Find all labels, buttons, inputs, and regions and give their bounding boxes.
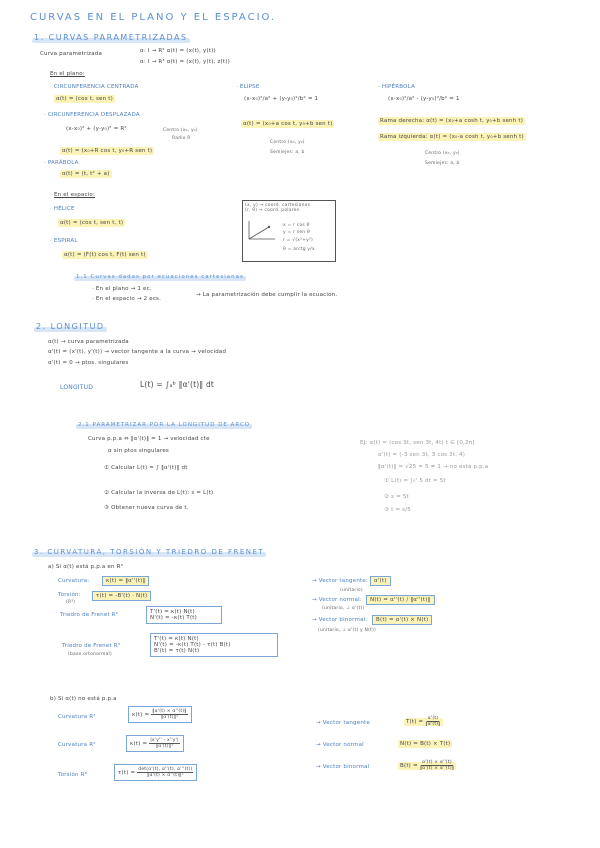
circd-title: · CIRCUNFERENCIA DESPLAZADA: [44, 112, 140, 118]
example-line-5: ② s = 5t: [384, 494, 409, 500]
ppa-sing: α sin ptos singulares: [108, 448, 169, 454]
frenet-r3-sub: (base ortonormal): [68, 652, 112, 657]
vt-label: → Vector tangente:: [312, 578, 368, 584]
ppa-step-2: ② Calcular la inversa de L(t): s = L(t): [104, 490, 214, 496]
circd-implicit: (x-x₀)² + (y-y₀)² = R²: [66, 126, 127, 132]
btors-label: Torsión R³: [58, 772, 88, 778]
elipse-eq: α(t) = (x₀+a cos t, y₀+b sen t): [243, 121, 333, 127]
example-line-1: EJ: α(t) = (cos 3t, sen 3t, 4t) t ∈ [0,2π]: [360, 440, 475, 446]
ppa-step-1: ① Calcular L(t) = ∫ ‖α'(t)‖ dt: [104, 465, 188, 471]
elipse-center: Centro (x₀, y₀): [270, 140, 305, 145]
curvatura-label: Curvatura:: [58, 578, 90, 584]
frenet-r3-eq-2: N'(t) = -κ(t) T(t) - τ(t) B(t): [154, 642, 231, 648]
frenet-r2-box: [146, 606, 222, 624]
elipse-axes: Semiejes: a, b: [270, 150, 305, 155]
bcurv2-box: κ(t) = $\frac{|x'y'' - x''y'|}{\text{‖α'(t)‖³}}$: [126, 735, 184, 752]
bcurv3-label: Curvatura R³: [58, 714, 96, 720]
bvn-eq: N(t) = B(t) × T(t): [400, 741, 451, 747]
implicit-note: → La parametrización debe cumplir la ecuación.: [196, 292, 338, 298]
circd-center: Centro (x₀, y₀): [163, 128, 198, 133]
torsion-label: Torsión:: [58, 592, 81, 598]
len-line-1: α(t) → curva parametrizada: [48, 339, 129, 345]
section-1-heading: 1. CURVAS PARAMETRIZADAS: [34, 33, 188, 42]
vb-eq: B(t) = α'(t) × N(t): [372, 615, 432, 625]
espiral-eq: α(t) = (F(t) cos t, F(t) sen t): [64, 252, 146, 258]
subsection-2-1-heading: 2.1 PARAMETRIZAR POR LA LONGITUD DE ARCO: [78, 422, 251, 428]
vn-eq: N(t) = α''(t) / ‖α''(t)‖: [366, 595, 435, 605]
ppa-def: Curva p.p.a ⇔ ‖α'(t)‖ = 1 → velocidad cte: [88, 436, 210, 442]
frenet-r2-eq-2: N'(t) = -κ(t) T(t): [150, 615, 198, 621]
example-line-4: ① L(t) = ∫₀ᵗ 5 dt = 5t: [384, 478, 446, 484]
polar-note-box: [242, 200, 336, 262]
vb-label: → Vector binormal:: [312, 617, 368, 623]
vn-label: → Vector normal:: [312, 597, 362, 603]
helice-eq: α(t) = (cos t, sen t, t): [60, 220, 124, 226]
note-cartesian: (x, y) → coord. cartesianas: [245, 203, 311, 208]
note-theta: θ = arctg y/x: [283, 247, 315, 252]
torsion-eq: τ(t) = -B'(t) · N(t): [92, 591, 151, 601]
longitud-label: LONGITUD: [60, 384, 94, 391]
len-line-3: α'(t) = 0 → ptos. singulares: [48, 360, 129, 366]
frenet-r3-label: Triedro de Frenet R³: [62, 643, 121, 649]
len-line-2: α'(t) = (x'(t), y'(t)) → vector tangente a la curva → velocidad: [48, 349, 227, 355]
ppa-step-3: ③ Obtener nueva curva de t.: [104, 505, 189, 511]
bvb-num: α'(t) × α''(t): [422, 760, 452, 765]
note-r: r = √(x²+y²): [283, 238, 313, 243]
bcurv2-den: ‖α'(t)‖³: [155, 744, 174, 749]
curva-param-label: Curva parametrizada: [40, 51, 103, 57]
btors-box: τ(t) = $\frac{\det(\alpha'(t), \alpha''(t), \alpha'''(t))}{\text{‖α'(t) × α''(t)‖²}}$: [114, 764, 197, 781]
vb-sub: (unitario, ⊥ α'(t) y N(t)): [318, 628, 376, 633]
frenet-r3-eq-1: T'(t) = κ(t) N(t): [154, 636, 199, 642]
circ-title: · CIRCUNFERENCIA CENTRADA: [50, 84, 139, 90]
hiper-left: Rama izquierda: α(t) = (x₀-a cosh t, y₀+b senh t): [380, 134, 524, 140]
hiper-right: Rama derecha: α(t) = (x₀+a cosh t, y₀+b senh t): [380, 118, 524, 124]
frenet-r2-eq-1: T'(t) = κ(t) N(t): [150, 609, 195, 615]
elipse-title: · ELIPSE: [236, 84, 260, 90]
frenet-r2-label: Triedro de Frenet R²: [60, 612, 119, 618]
bvb-label: → Vector binormal: [316, 764, 370, 770]
espacio-label: En el espacio:: [54, 192, 96, 198]
bcurv3-box: κ(t) = $\frac{‖\alpha'(t) \times \alpha''(t)‖}{\text{‖α'(t)‖³}}$: [128, 706, 192, 723]
frenet-r3-box: [150, 633, 278, 657]
bcurv3-num: ‖α'(t) × α''(t)‖: [152, 709, 187, 714]
note-x: x = r cos θ: [283, 223, 310, 228]
def-r3: α: I → R³ α(t) = (x(t), y(t), z(t)): [140, 59, 230, 65]
section-2-heading: 2. LONGITUD: [36, 322, 105, 331]
vn-sub: (unitario, ⊥ α'(t)): [322, 606, 365, 611]
circd-eq: α(t) = (x₀+R cos t, y₀+R sen t): [62, 148, 153, 154]
note-y: y = r sen θ: [283, 230, 310, 235]
example-line-6: ③ t = s/5: [384, 507, 411, 513]
circ-eq: α(t) = (cos t, sen t): [56, 96, 113, 102]
bcurv3-den: ‖α'(t)‖³: [160, 715, 179, 720]
hiper-title: · HIPÉRBOLA: [378, 84, 416, 90]
espiral-title: · ESPIRAL: [50, 238, 78, 244]
longitud-formula: L(t) = ∫ₐᵇ ‖α'(t)‖ dt: [140, 380, 215, 389]
helice-title: · HÉLICE: [50, 206, 75, 212]
elipse-implicit: (x-x₀)²/a² + (y-y₀)²/b² = 1: [244, 96, 319, 102]
polar-diagram-icon: [247, 219, 277, 241]
frenet-r3-eq-3: B'(t) = τ(t) N(t): [154, 648, 200, 654]
vt-sub: (unitario): [340, 588, 363, 593]
bcurv2-label: Curvatura R²: [58, 742, 96, 748]
vt-eq: α'(t): [370, 576, 391, 586]
hiper-implicit: (x-x₀)²/a² - (y-y₀)²/b² = 1: [388, 96, 460, 102]
implicit-plane: · En el plano → 1 ec.: [92, 286, 152, 292]
note-polar: (r, θ) → coord. polares: [245, 208, 300, 213]
implicit-space: · En el espacio → 2 ecs.: [92, 296, 162, 302]
plano-label: En el plano:: [50, 71, 85, 77]
torsion-sub: (R³): [66, 600, 76, 605]
parab-eq: α(t) = (t, t² + a): [62, 171, 110, 177]
bvt-label: → Vector tangente: [316, 720, 370, 726]
btors-num: det(α'(t), α''(t), α'''(t)): [138, 767, 193, 772]
section-3-heading: 3. CURVATURA, TORSIÓN Y TRIEDRO DE FRENET: [34, 548, 265, 556]
curvatura-eq: κ(t) = ‖α''(t)‖: [102, 576, 149, 586]
btors-den: ‖α'(t) × α''(t)‖²: [147, 773, 184, 778]
hiper-center: Centro (x₀, y₀): [425, 151, 460, 156]
def-r2: α: I → R² α(t) = (x(t), y(t)): [140, 48, 216, 54]
example-line-2: α'(t) = (-3 sen 3t, 3 cos 3t, 4): [378, 452, 466, 458]
case-a-title: a) Si α(t) está p.p.a en R³: [48, 564, 124, 570]
bvb-eq: B(t) = $\frac{\alpha'(t) \times \alpha''(t)}{‖\alpha'(t) \times \alpha''(t)‖}$: [400, 760, 455, 771]
page-title: CURVAS EN EL PLANO Y EL ESPACIO.: [30, 12, 277, 23]
bvt-num: α'(t): [427, 716, 439, 721]
circd-radius: Radio R: [172, 136, 191, 141]
bcurv2-num: |x'y'' - x''y'|: [150, 738, 179, 743]
bvn-label: → Vector normal: [316, 742, 364, 748]
bvt-den: ‖α'(t)‖: [425, 722, 441, 727]
hiper-axes: Semiejes: a, b: [425, 161, 460, 166]
bvb-den: ‖α'(t) × α''(t)‖: [419, 766, 455, 771]
bvt-eq: T(t) = $\frac{\alpha'(t)}{‖\alpha'(t)‖}$: [406, 716, 441, 727]
case-b-title: b) Si α(t) no está p.p.a: [50, 696, 117, 702]
parab-title: · PARÁBOLA: [44, 160, 79, 166]
example-line-3: ‖α'(t)‖ = √25 = 5 ≠ 1 → no está p.p.a: [378, 464, 489, 470]
implicit-heading: 1.1 Curvas dadas por ecuaciones cartesianas: [76, 274, 244, 280]
